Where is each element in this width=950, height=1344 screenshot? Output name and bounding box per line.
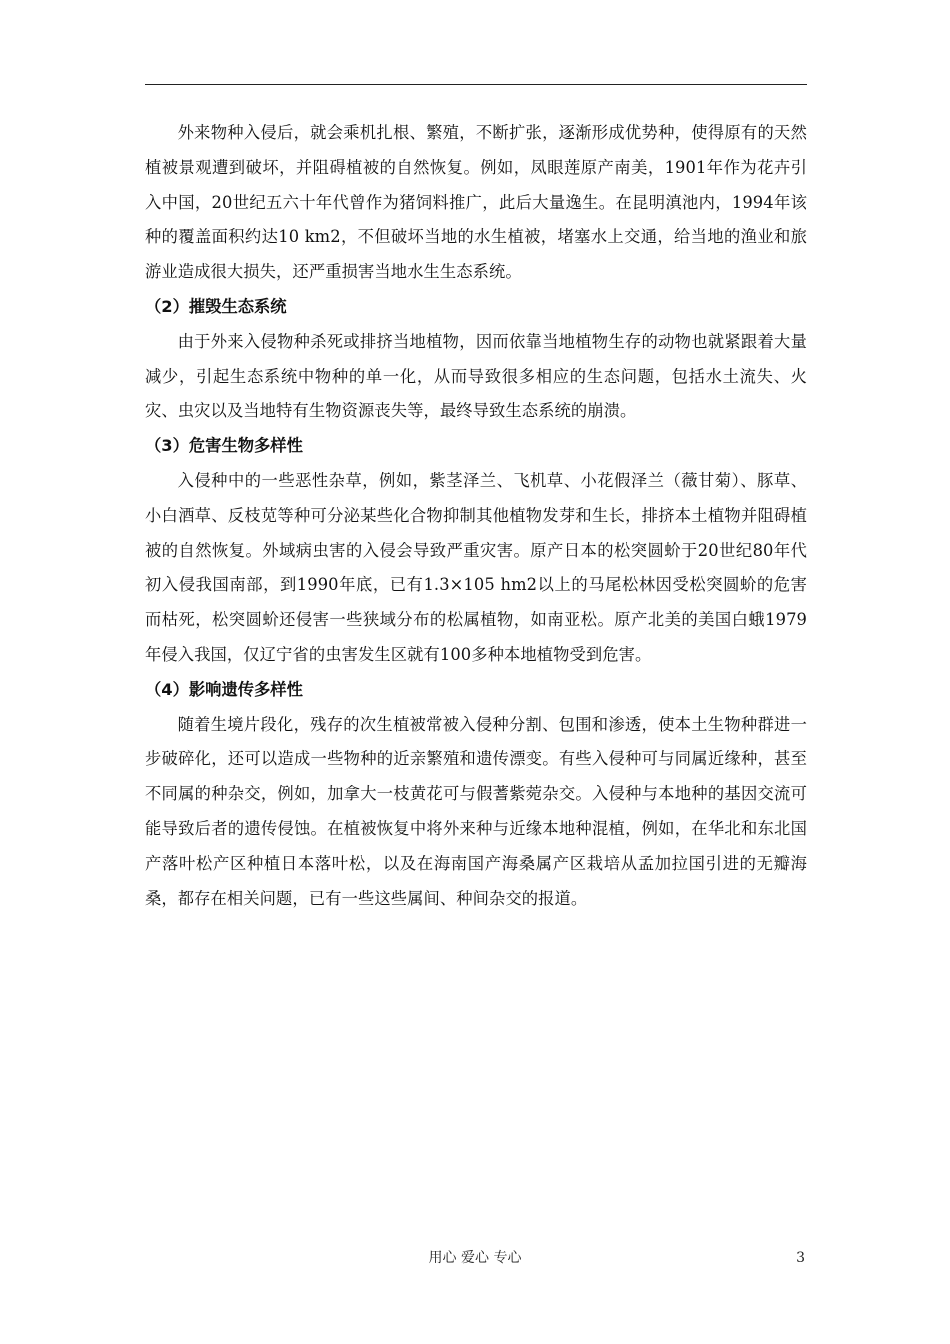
section-heading-genetic-diversity: （4）影响遗传多样性 [145, 679, 303, 699]
paragraph-biodiversity: 入侵种中的一些恶性杂草，例如，紫茎泽兰、飞机草、小花假泽兰（薇甘菊）、豚草、小白酒草、反枝苋等种可分泌某些化合物抑制其他植物发芽和生长，排挤本土植物并阻碍植被的自然恢复。外域病虫害的入侵会导致严重灾害。原产日本的松突圆蚧于20世纪80年代初入侵我国南部，到1990年底，已有1.3×105 hm2以上的马尾松林因受松突圆蚧的危害而枯死，松突圆蚧还侵害一些狭域分布的松属植物，如南亚松。原产北美的美国白蛾1979年侵入我国，仅辽宁省的虫害发生区就有100多种本地植物受到危害。 [145, 470, 807, 664]
section-heading-biodiversity: （3）危害生物多样性 [145, 436, 303, 456]
page-number: 3 [796, 1250, 805, 1266]
paragraph-ecosystem: 由于外来入侵物种杀死或排挤当地植物，因而依靠当地植物生存的动物也就紧跟着大量减少，引起生态系统中物种的单一化，从而导致很多相应的生态问题，包括水土流失、火灾、虫灾以及当地特有生物资源丧失等，最终导致生态系统的崩溃。 [145, 331, 807, 421]
paragraph-genetic-diversity: 随着生境片段化，残存的次生植被常被入侵种分割、包围和渗透，使本土生物种群进一步破碎化，还可以造成一些物种的近亲繁殖和遗传漂变。有些入侵种可与同属近缘种，甚至不同属的种杂交，例如，加拿大一枝黄花可与假蓍紫菀杂交。入侵种与本地种的基因交流可能导致后者的遗传侵蚀。在植被恢复中将外来种与近缘本地种混植，例如，在华北和东北国产落叶松产区种植日本落叶松，以及在海南国产海桑属产区栽培从孟加拉国引进的无瓣海桑，都存在相关问题，已有一些这些属间、种间杂交的报道。 [145, 714, 807, 908]
paragraph-invasion-effects: 外来物种入侵后，就会乘机扎根、繁殖，不断扩张，逐渐形成优势种，使得原有的天然植被景观遭到破坏，并阻碍植被的自然恢复。例如，凤眼莲原产南美，1901年作为花卉引入中国，20世纪五六十年代曾作为猪饲料推广，此后大量逸生。在昆明滇池内，1994年该种的覆盖面积约达10 km2，不但破坏当地的水生植被，堵塞水上交通，给当地的渔业和旅游业造成很大损失，还严重损害当地水生生态系统。 [145, 123, 807, 282]
document-body [145, 116, 807, 916]
footer-motto: 用心 爱心 专心 [428, 1250, 522, 1266]
section-heading-destroy-ecosystem: （2）摧毁生态系统 [145, 296, 287, 316]
header-rule [145, 84, 807, 85]
